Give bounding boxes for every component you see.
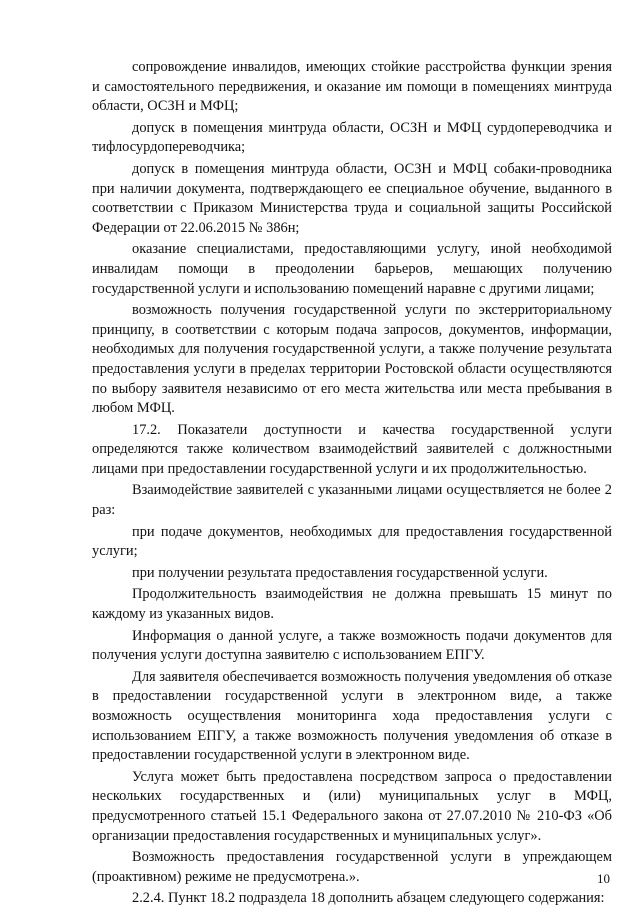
- paragraph-assistance: сопровождение инвалидов, имеющих стойкие расстройства функции зрения и самостоятельного передвижения, и оказание им помощи в помещениях минтруда области, ОСЗН и МФЦ;: [92, 59, 612, 115]
- paragraph-refusal-notice: Для заявителя обеспечивается возможность получения уведомления об отказе в предоставлении государственной услуги в электронном виде, а также возможность осуществления мониторинга хода предоставления услуги с использованием ЕПГУ, а также возможность получения уведомления об отказе в предоставлении государственной услуги в электронном виде.: [92, 668, 613, 764]
- paragraph-specialist-help: оказание специалистами, предоставляющими услугу, иной необходимой инвалидам помощи в преодолении барьеров, мешающих получению государственной услуги и использованию помещений наравне с другими лицами;: [92, 241, 612, 297]
- paragraph-17-2: 17.2. Показатели доступности и качества государственной услуги определяются также количеством взаимодействий заявителей с должностными лицами при предоставлении государственной услуги и их продолжительностью.: [92, 421, 612, 477]
- paragraph-proactive: Возможность предоставления государственной услуги в упреждающем (проактивном) режиме не предусмотрена.».: [92, 849, 612, 885]
- paragraph-on-result: при получении результата предоставления государственной услуги.: [132, 564, 548, 581]
- paragraph-2-2-4: 2.2.4. Пункт 18.2 подраздела 18 дополнить абзацем следующего содержания:: [132, 890, 605, 907]
- page-number: 10: [597, 871, 610, 886]
- document-body: [92, 58, 612, 911]
- paragraph-guide-dog: допуск в помещения минтруда области, ОСЗН и МФЦ собаки-проводника при наличии документа, подтверждающего ее специальное обучение, выданного в соответствии с Приказом Министерства труда и социальной защиты Российской Федерации от 22.06.2015 № 386н;: [92, 160, 612, 236]
- paragraph-on-submission: при подаче документов, необходимых для предоставления государственной услуги;: [92, 523, 612, 560]
- paragraph-complex-request: Услуга может быть предоставлена посредством запроса о предоставлении нескольких государственных и (или) муниципальных услуг в МФЦ, предусмотренного статьей 15.1 Федерального закона от 27.07.2010 № 210-ФЗ «Об организации предоставления государственных и муниципальных услуг».: [92, 768, 612, 844]
- paragraph-epgu-info: Информация о данной услуге, а также возможность подачи документов для получения услуги доступна заявителю с использованием ЕПГУ.: [92, 627, 612, 664]
- paragraph-sign-interpreter: допуск в помещения минтруда области, ОСЗН и МФЦ сурдопереводчика и тифлосурдопереводчика;: [92, 119, 612, 156]
- paragraph-extraterritorial: возможность получения государственной услуги по экстерриториальному принципу, в соответствии с которым подача запросов, документов, информации, необходимых для получения государственной услуги, а также получение результата предоставления услуги в пределах территории Ростовской области осуществляются по выбору заявителя независимо от его места жительства или места пребывания в любом МФЦ.: [92, 302, 612, 417]
- paragraph-duration: Продолжительность взаимодействия не должна превышать 15 минут по каждому из указанных видов.: [92, 586, 612, 623]
- paragraph-interaction-count: Взаимодействие заявителей с указанными лицами осуществляется не более 2 раз:: [92, 482, 612, 519]
